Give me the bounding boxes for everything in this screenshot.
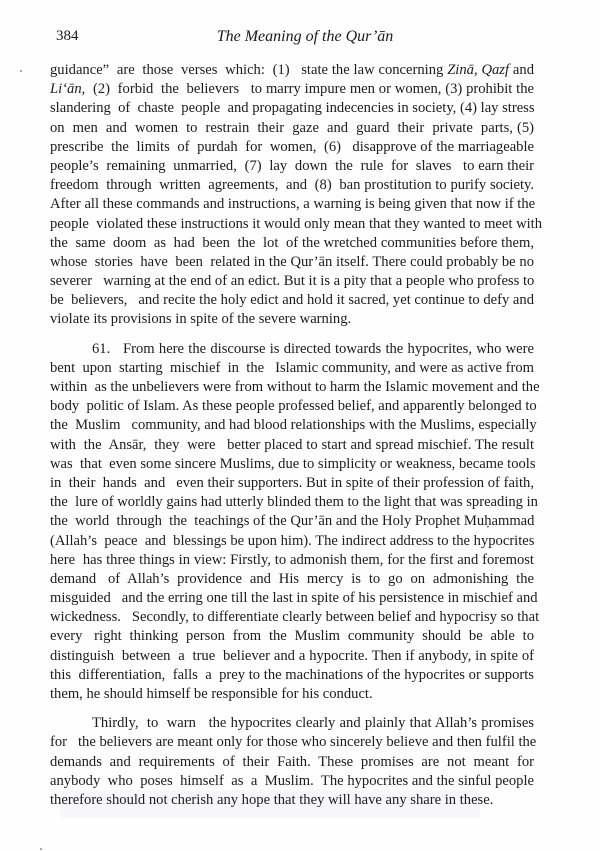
- text-line: for the believers are meant only for those who sincerely believe and then fulfil the: [50, 734, 537, 751]
- text-line: was that even some sincere Muslims, due to simplicity or weakness, became tools: [50, 455, 536, 472]
- text-line: with the Ansār, they were better placed to start and spread mischief. The result: [50, 436, 534, 453]
- text-line: severer warning at the end of an edict. But it is a pity that a people who profess to: [50, 273, 535, 290]
- italic-term: Zinā: [447, 62, 474, 78]
- text-line: in their hands and even their supporters. But in spite of their profession of faith,: [50, 474, 534, 491]
- text-line: distinguish between a true believer and a hypocrite. Then if anybody, in spite of: [50, 647, 534, 664]
- text-line: this differentiation, falls a prey to the machinations of the hypocrites or supports: [50, 666, 534, 683]
- text-line: them, he should himself be responsible for his conduct.: [50, 686, 373, 702]
- text-line: on men and women to restrain their gaze and guard their private parts, (5): [50, 119, 534, 136]
- text-line: the world through the teachings of the Qur’ān and the Holy Prophet Muḥammad: [50, 513, 535, 530]
- text-line: violate its provisions in spite of the severe warning.: [50, 311, 352, 328]
- text-line: Li‘ān, (2) forbid the believers to marry impure men or women, (3) prohibit the: [50, 81, 534, 98]
- text-line: here has three things in view: Firstly, to admonish them, for the first and foremost: [50, 551, 534, 568]
- book-title: The Meaning of the Qur’ān: [216, 28, 394, 45]
- text-line: be believers, and recite the holy edict and hold it sacred, yet continue to defy and: [50, 292, 534, 309]
- text-line: After all these commands and instructions, a warning is being given that now if the: [50, 196, 536, 213]
- text-line: Thirdly, to warn the hypocrites clearly and plainly that Allah’s promises: [92, 715, 534, 732]
- text-line: therefore should not cherish any hope that they will have any share in these.: [50, 791, 494, 808]
- text-line: within as the unbelievers were from without to harm the Islamic movement and the: [50, 379, 540, 395]
- text-line: slandering of chaste people and propagating indecencies in society, (4) lay stress: [50, 100, 535, 117]
- text-line: body politic of Islam. As these people professed belief, and apparently belonged to: [50, 398, 537, 415]
- text-line: anybody who poses himself as a Muslim. The hypocrites and the sinful people: [50, 772, 534, 789]
- text-line: whose stories have been related in the Qur’ān itself. There could probably be no: [50, 253, 534, 270]
- text-line: the same doom as had been the lot of the wretched communities before them,: [50, 234, 534, 251]
- text-line: demands and requirements of their Faith. These promises are not meant for: [50, 753, 534, 770]
- paragraph: [50, 340, 540, 705]
- text-line: every right thinking person from the Muslim community should be able to: [50, 628, 534, 645]
- scan-speck: [20, 70, 22, 72]
- text-line: people’s remaining unmarried, (7) lay down the rule for slaves to earn their: [50, 157, 534, 174]
- text-line: (Allah’s peace and blessings be upon him). The indirect address to the hypocrites: [50, 532, 535, 549]
- text-line: the Muslim community, and had blood relationships with the Muslims, especially: [50, 417, 537, 434]
- paragraph: [50, 61, 543, 330]
- page-number: 384: [56, 28, 79, 44]
- scan-speck: [40, 848, 42, 850]
- text-line: demand of Allah’s providence and His mercy is to go on admonishing the: [50, 570, 534, 587]
- text-line: the lure of worldly gains had utterly blinded them to the light that was spreading in: [50, 494, 538, 511]
- text-line: misguided and the erring one till the last in spite of his persistence in mischief and: [50, 590, 538, 607]
- paragraph: [50, 714, 537, 810]
- text-line: prescribe the limits of purdah for women, (6) disapprove of the marriageable: [50, 138, 534, 155]
- italic-term: Li‘ān,: [50, 81, 86, 98]
- running-head: [56, 28, 534, 50]
- text-line: people violated these instructions it would only mean that they wanted to meet with: [50, 215, 543, 232]
- text-line: freedom through written agreements, and (8) ban prostitution to purify society.: [50, 177, 534, 194]
- text-line: 61. From here the discourse is directed towards the hypocrites, who were: [92, 340, 534, 357]
- text-line: wickedness. Secondly, to differentiate clearly between belief and hypocrisy so that: [50, 609, 540, 626]
- body-text: [50, 61, 543, 810]
- text-line: bent upon starting mischief in the Islamic community, and were as active from: [50, 359, 534, 376]
- text-line: guidance” are those verses which: (1) state the law concerning Zinā, Qazf and: [50, 62, 534, 78]
- italic-term: Qazf: [481, 62, 510, 78]
